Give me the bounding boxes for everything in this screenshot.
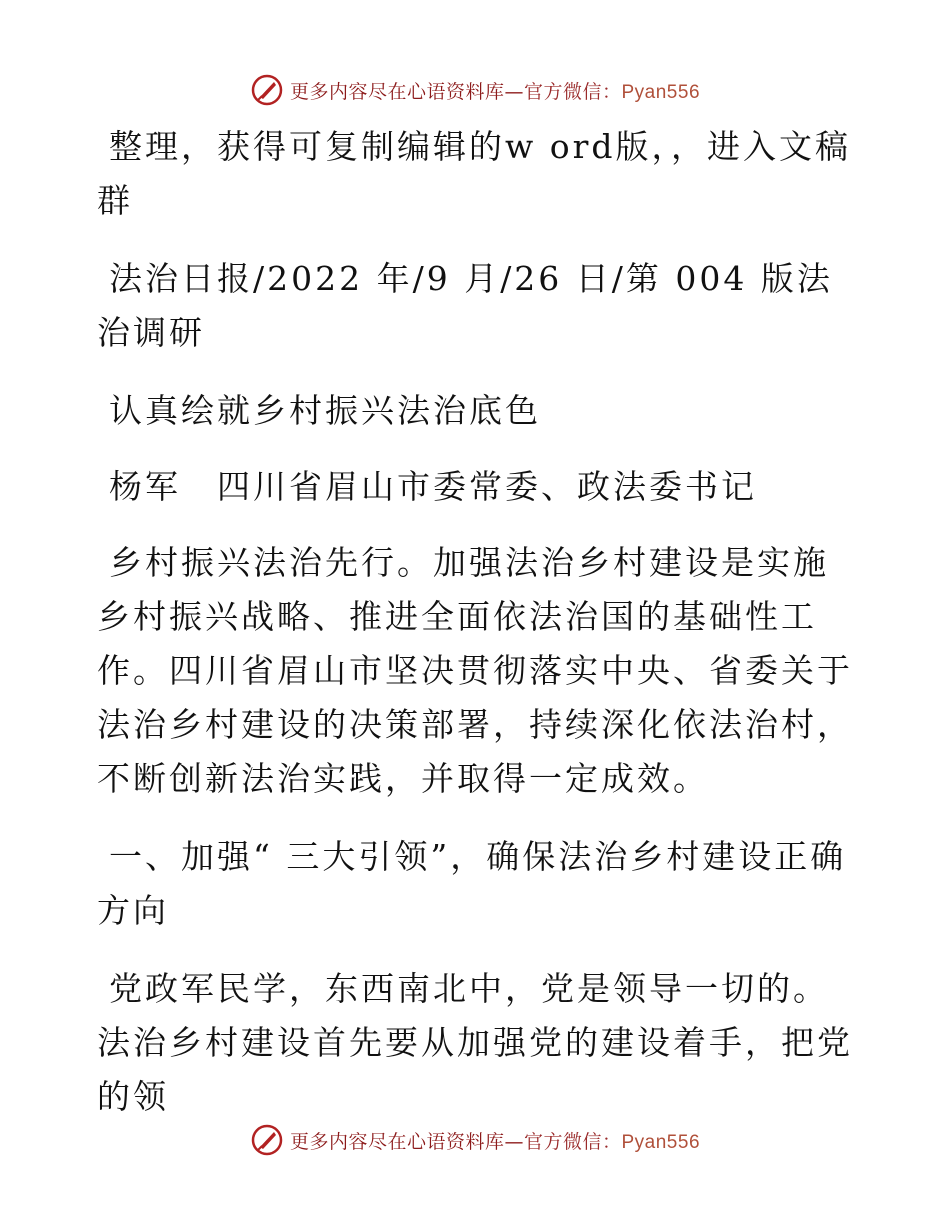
- source-line: 法治日报/2022 年/9 月/26 日/第 004 版法治调研: [97, 259, 833, 352]
- section-heading: 一、加强“ 三大引领”，确保法治乡村建设正确方向: [97, 837, 847, 930]
- banner-main-text: 更多内容尽在心语资料库: [289, 1130, 505, 1153]
- banner-wechat-id: Pyan556: [621, 81, 701, 103]
- quill-logo-icon: [250, 73, 284, 107]
- banner-dash: —: [504, 1130, 524, 1153]
- intro-note: 整理，获得可复制编辑的w ord版，，进入文稿群: [97, 127, 852, 220]
- banner-main-text: 更多内容尽在心语资料库: [289, 80, 505, 103]
- document-body: [97, 120, 857, 1148]
- banner-dash: —: [504, 80, 524, 103]
- body-paragraph: 党政军民学，东西南北中，党是领导一切的。法治乡村建设首先要从加强党的建设着手，把党的领: [97, 969, 853, 1116]
- banner-wechat-label: 官方微信：: [523, 80, 622, 103]
- footer-banner: [0, 1120, 950, 1160]
- article-title: 认真绘就乡村振兴法治底色: [109, 391, 541, 430]
- banner-wechat-id: Pyan556: [621, 1131, 701, 1153]
- author-line: 杨军 四川省眉山市委常委、政法委书记: [109, 467, 757, 506]
- header-banner: [0, 70, 950, 110]
- body-paragraph: 乡村振兴法治先行。加强法治乡村建设是实施乡村振兴战略、推进全面依法治国的基础性工作。四川省眉山市坚决贯彻落实中央、省委关于法治乡村建设的决策部署，持续深化依法治村，不断创新法治实践，并取得一定成效。: [97, 543, 853, 798]
- quill-logo-icon: [250, 1123, 284, 1157]
- banner-wechat-label: 官方微信：: [523, 1130, 622, 1153]
